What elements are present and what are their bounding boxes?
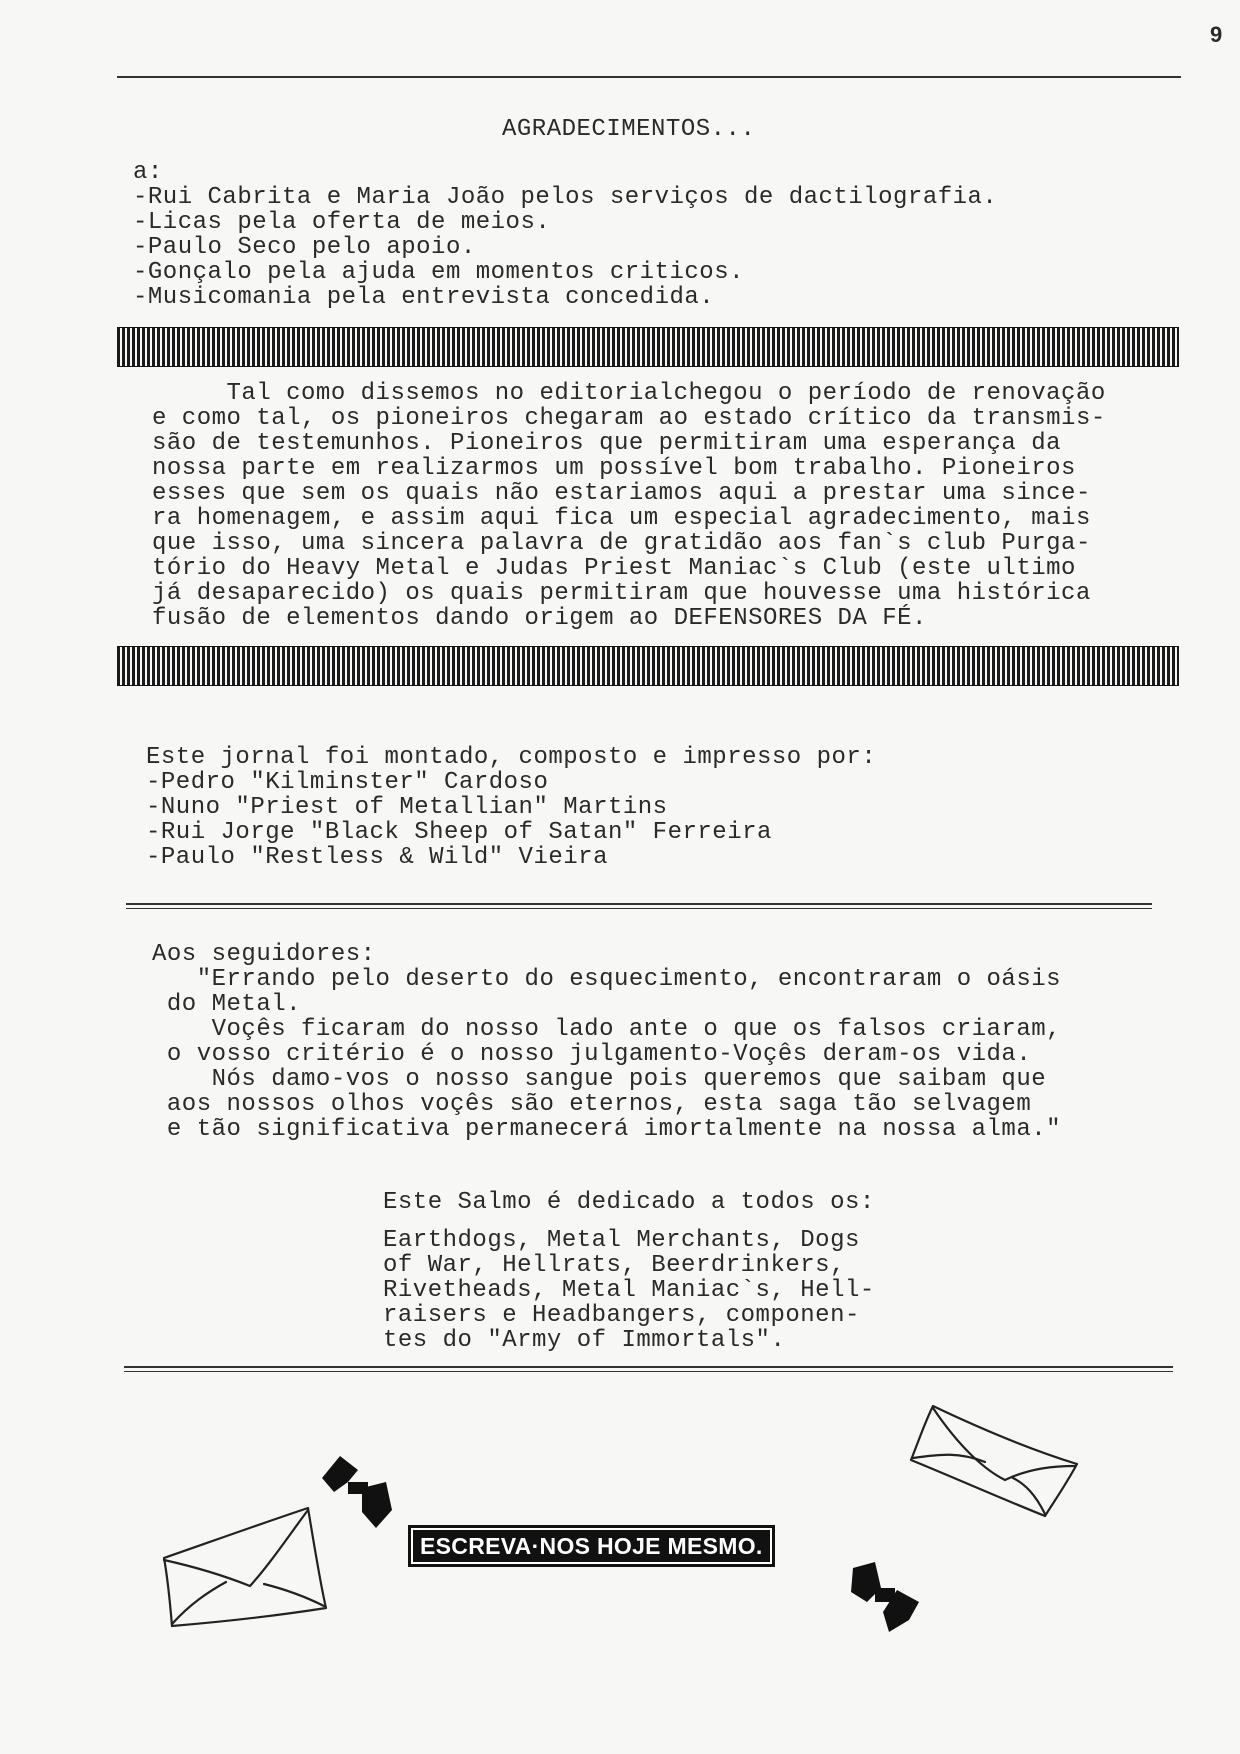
credits-block bbox=[146, 745, 876, 870]
thanks-line: a: bbox=[133, 159, 163, 186]
barcode-divider-top bbox=[117, 327, 1179, 367]
tribute-line: são de testemunhos. Pioneiros que permitiram uma esperança da bbox=[152, 430, 1062, 457]
dedication-line: Rivetheads, Metal Maniac`s, Hell- bbox=[383, 1277, 875, 1304]
envelope-icon bbox=[160, 1504, 330, 1629]
dedication-intro: Este Salmo é dedicado a todos os: bbox=[383, 1189, 875, 1216]
thanks-title: AGRADECIMENTOS... bbox=[502, 116, 756, 143]
credits-line: Este jornal foi montado, composto e impresso por: bbox=[146, 744, 877, 771]
tribute-line: que isso, uma sincera palavra de gratidão aos fan`s club Purga- bbox=[152, 530, 1091, 557]
page-number: 9 bbox=[1210, 22, 1223, 47]
thanks-list bbox=[133, 160, 997, 310]
followers-block bbox=[152, 942, 1061, 1142]
followers-line: aos nossos olhos voçês são eternos, esta saga tão selvagem bbox=[152, 1091, 1032, 1118]
thanks-line: -Licas pela oferta de meios. bbox=[133, 209, 551, 236]
thanks-line: -Gonçalo pela ajuda em momentos criticos. bbox=[133, 259, 744, 286]
followers-line: o vosso critério é o nosso julgamento-Voçês deram-os vida. bbox=[152, 1041, 1032, 1068]
double-rule-bottom bbox=[124, 1366, 1173, 1372]
credits-line: -Paulo "Restless & Wild" Vieira bbox=[146, 844, 608, 871]
followers-line: "Errando pelo deserto do esquecimento, encontraram o oásis bbox=[152, 966, 1062, 993]
followers-line: Nós damo-vos o nosso sangue pois queremos que saibam que bbox=[152, 1066, 1047, 1093]
tribute-line: e como tal, os pioneiros chegaram ao estado crítico da transmis- bbox=[152, 405, 1106, 432]
double-rule-middle bbox=[126, 903, 1152, 909]
credits-line: -Rui Jorge "Black Sheep of Satan" Ferreira bbox=[146, 819, 772, 846]
dedication-line: tes do "Army of Immortals". bbox=[383, 1327, 786, 1354]
envelope-icon bbox=[905, 1398, 1085, 1518]
arrow-icon bbox=[318, 1452, 398, 1532]
followers-line: Voçês ficaram do nosso lado ante o que os falsos criaram, bbox=[152, 1016, 1062, 1043]
tribute-line: Tal como dissemos no editorialchegou o período de renovação bbox=[152, 380, 1106, 407]
barcode-divider-bottom bbox=[117, 646, 1179, 686]
credits-line: -Nuno "Priest of Metallian" Martins bbox=[146, 794, 668, 821]
dedication-line: of War, Hellrats, Beerdrinkers, bbox=[383, 1252, 845, 1279]
dedication-line: raisers e Headbangers, componen- bbox=[383, 1302, 860, 1329]
thanks-line: -Musicomania pela entrevista concedida. bbox=[133, 284, 715, 311]
dedication-line: Earthdogs, Metal Merchants, Dogs bbox=[383, 1227, 860, 1254]
write-to-us-banner: ESCREVA·NOS HOJE MESMO. bbox=[408, 1525, 775, 1567]
followers-line: do Metal. bbox=[152, 991, 302, 1018]
tribute-line: já desaparecido) os quais permitiram que houvesse uma histórica bbox=[152, 580, 1091, 607]
tribute-line: fusão de elementos dando origem ao DEFENSORES DA FÉ. bbox=[152, 605, 927, 632]
tribute-line: ra homenagem, e assim aqui fica um especial agradecimento, mais bbox=[152, 505, 1091, 532]
credits-line: -Pedro "Kilminster" Cardoso bbox=[146, 769, 549, 796]
dedication-list bbox=[383, 1228, 875, 1353]
tribute-paragraph bbox=[152, 381, 1106, 631]
top-rule bbox=[117, 76, 1181, 78]
followers-line: e tão significativa permanecerá imortalmente na nossa alma." bbox=[152, 1116, 1062, 1143]
tribute-line: tório do Heavy Metal e Judas Priest Maniac`s Club (este ultimo bbox=[152, 555, 1076, 582]
tribute-line: nossa parte em realizarmos um possível bom trabalho. Pioneiros bbox=[152, 455, 1076, 482]
thanks-line: -Rui Cabrita e Maria João pelos serviços de dactilografia. bbox=[133, 184, 998, 211]
thanks-line: -Paulo Seco pelo apoio. bbox=[133, 234, 476, 261]
followers-line: Aos seguidores: bbox=[152, 941, 376, 968]
arrow-icon bbox=[845, 1558, 925, 1638]
tribute-line: esses que sem os quais não estariamos aqui a prestar uma since- bbox=[152, 480, 1091, 507]
